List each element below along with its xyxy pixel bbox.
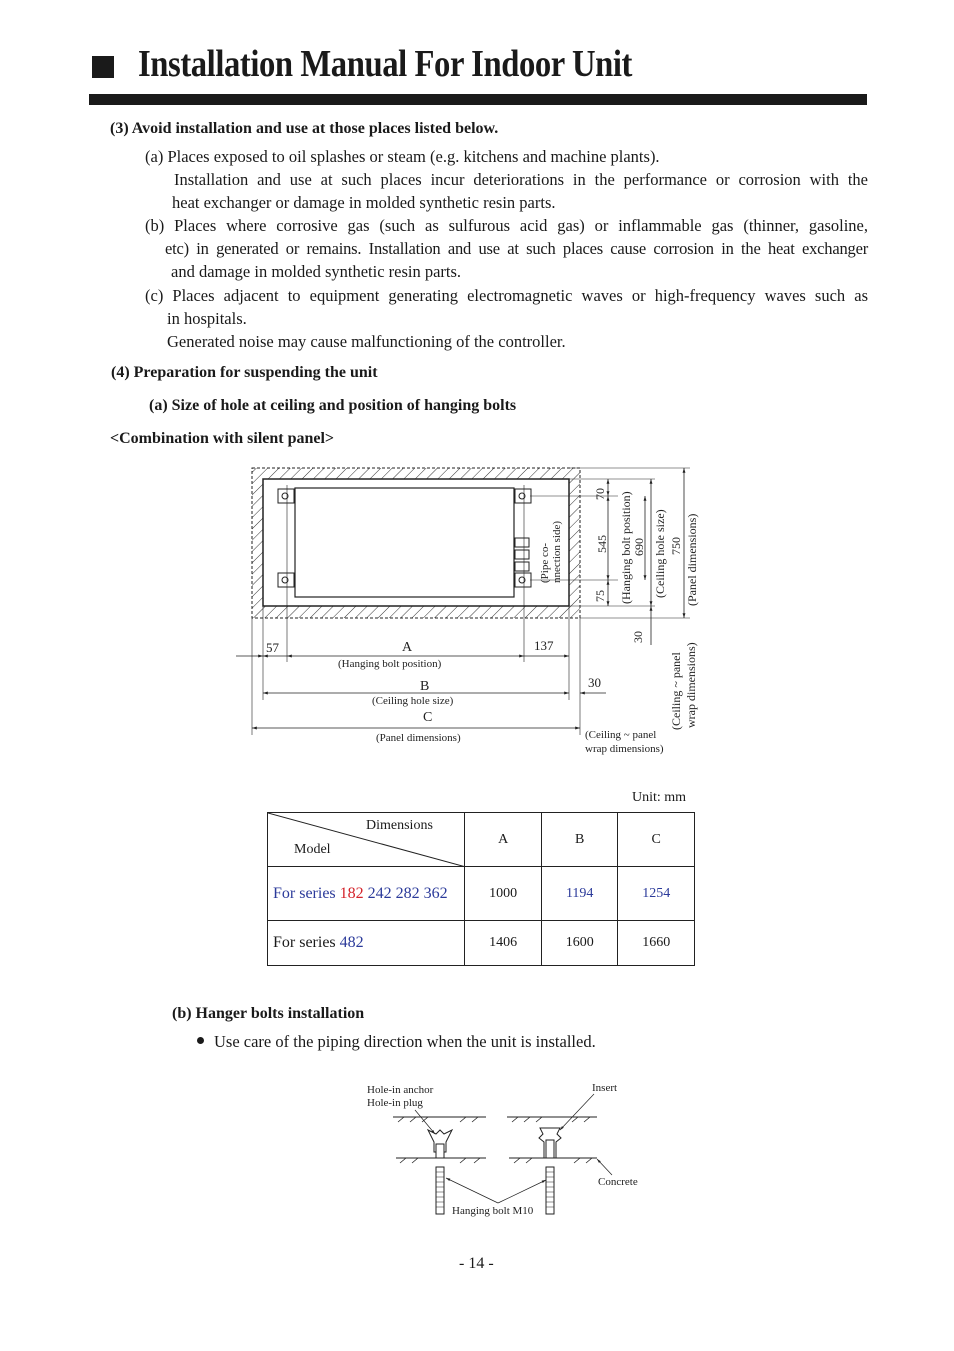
table-row <box>268 867 695 921</box>
dim-30-right-label: 30 <box>631 631 645 643</box>
pipe-side-label-1: (Pipe co- <box>539 542 551 583</box>
ceiling-panel-wrap-label-1: (Ceiling ~ panel <box>585 729 657 741</box>
row1-b: 1194 <box>541 867 618 921</box>
dimensions-table <box>267 812 695 966</box>
unit-body <box>295 488 514 597</box>
item-b-line1: (b) Places where corrosive gas (such as sulfurous acid gas) or inflammable gas (thinner, gasoline, <box>145 216 868 235</box>
item-c-line2: in hospitals. <box>167 309 247 328</box>
bolt-bracket-top-left-icon <box>278 489 294 503</box>
header-b: B <box>541 813 618 867</box>
v-ceiling-panel-label-2: wrap dimensions) <box>684 642 698 728</box>
header-a: A <box>465 813 542 867</box>
table-row <box>268 921 695 966</box>
v-ceiling-hole-size-label: (Ceiling hole size) <box>653 509 667 598</box>
dim-70-label: 70 <box>593 488 607 500</box>
hole-in-anchor-label: Hole-in anchor <box>367 1084 434 1096</box>
pipe-side-label-2: nnection side) <box>551 520 563 583</box>
dim-545-label: 545 <box>595 535 609 553</box>
section-b-heading: (b) Hanger bolts installation <box>172 1005 365 1022</box>
dim-30-bottom-label: 30 <box>588 675 601 690</box>
row1-red-model: 182 <box>339 884 364 902</box>
row2-prefix: For series <box>273 934 340 951</box>
item-a-line1: (a) Places exposed to oil splashes or steam (e.g. kitchens and machine plants). <box>145 147 660 166</box>
concrete-label: Concrete <box>598 1176 638 1188</box>
hanging-bolt-label: Hanging bolt M10 <box>452 1205 534 1217</box>
row2-model <box>268 921 465 966</box>
bullet-icon <box>197 1037 204 1044</box>
row1-rest: 242 282 362 <box>363 884 448 902</box>
dim-a-label: A <box>402 640 413 655</box>
item-a-line3: heat exchanger or damage in molded synthetic resin parts. <box>172 193 556 212</box>
item-c-line3: Generated noise may cause malfunctioning of the controller. <box>167 332 566 351</box>
section-4a-heading: (a) Size of hole at ceiling and position of hanging bolts <box>149 397 517 414</box>
header-diagonal-cell <box>268 813 465 867</box>
ceiling-panel-wrap-label-2: wrap dimensions) <box>585 743 664 755</box>
dim-750-label: 750 <box>669 537 683 555</box>
item-c-line1: (c) Places adjacent to equipment generating electromagnetic waves or high-frequency waves such as <box>145 286 868 305</box>
dim-75-label: 75 <box>593 590 607 602</box>
row1-model <box>268 867 465 921</box>
unit-label: Unit: mm <box>632 790 687 805</box>
row2-rest: 482 <box>339 934 364 951</box>
dim-c-label: C <box>423 710 433 725</box>
hanging-bolt-position-label: (Hanging bolt position) <box>338 658 442 670</box>
pipe-connection-icon <box>515 538 529 571</box>
panel-dimensions-label: (Panel dimensions) <box>376 732 461 744</box>
bolt-bracket-bottom-left-icon <box>278 573 294 587</box>
row2-a: 1406 <box>465 921 542 966</box>
section-3-heading: (3) Avoid installation and use at those places listed below. <box>110 120 499 137</box>
hole-in-plug-label: Hole-in plug <box>367 1097 423 1109</box>
row2-b: 1600 <box>541 921 618 966</box>
header-dimensions: Dimensions <box>366 818 433 833</box>
dim-690-label: 690 <box>632 538 646 556</box>
v-hanging-bolt-position-label: (Hanging bolt position) <box>619 491 633 604</box>
header-c: C <box>618 813 695 867</box>
item-b-line3: and damage in molded synthetic resin parts. <box>171 262 462 281</box>
header-model: Model <box>294 842 331 857</box>
item-a-line2: Installation and use at such places incur deteriorations in the performance or corrosion with the <box>174 170 868 189</box>
row1-a: 1000 <box>465 867 542 921</box>
ceiling-hole-size-label: (Ceiling hole size) <box>372 695 454 707</box>
section-4-heading: (4) Preparation for suspending the unit <box>111 364 378 381</box>
row2-c: 1660 <box>618 921 695 966</box>
v-panel-dimensions-label: (Panel dimensions) <box>685 513 699 606</box>
bolt-bracket-top-right-icon <box>515 489 531 503</box>
bullet-text: Use care of the piping direction when the unit is installed. <box>214 1032 596 1051</box>
table-header-row <box>268 813 695 867</box>
page-number: - 14 - <box>459 1255 494 1272</box>
item-b-line2: etc) in generated or remains. Installation and use at such places cause corrosion in the heat exchanger <box>165 239 868 258</box>
page-title: Installation Manual For Indoor Unit <box>138 43 633 85</box>
hanger-bolt-diagram <box>393 1094 612 1214</box>
row1-prefix: For series <box>273 884 340 902</box>
row1-c: 1254 <box>618 867 695 921</box>
bolt-bracket-bottom-right-icon <box>515 573 531 587</box>
dim-57-label: 57 <box>266 640 279 655</box>
insert-label: Insert <box>592 1082 618 1094</box>
v-ceiling-panel-label-1: (Ceiling ~ panel <box>669 652 683 730</box>
dim-b-label: B <box>420 679 430 694</box>
combination-heading: <Combination with silent panel> <box>110 430 335 447</box>
dim-137-label: 137 <box>534 638 554 653</box>
